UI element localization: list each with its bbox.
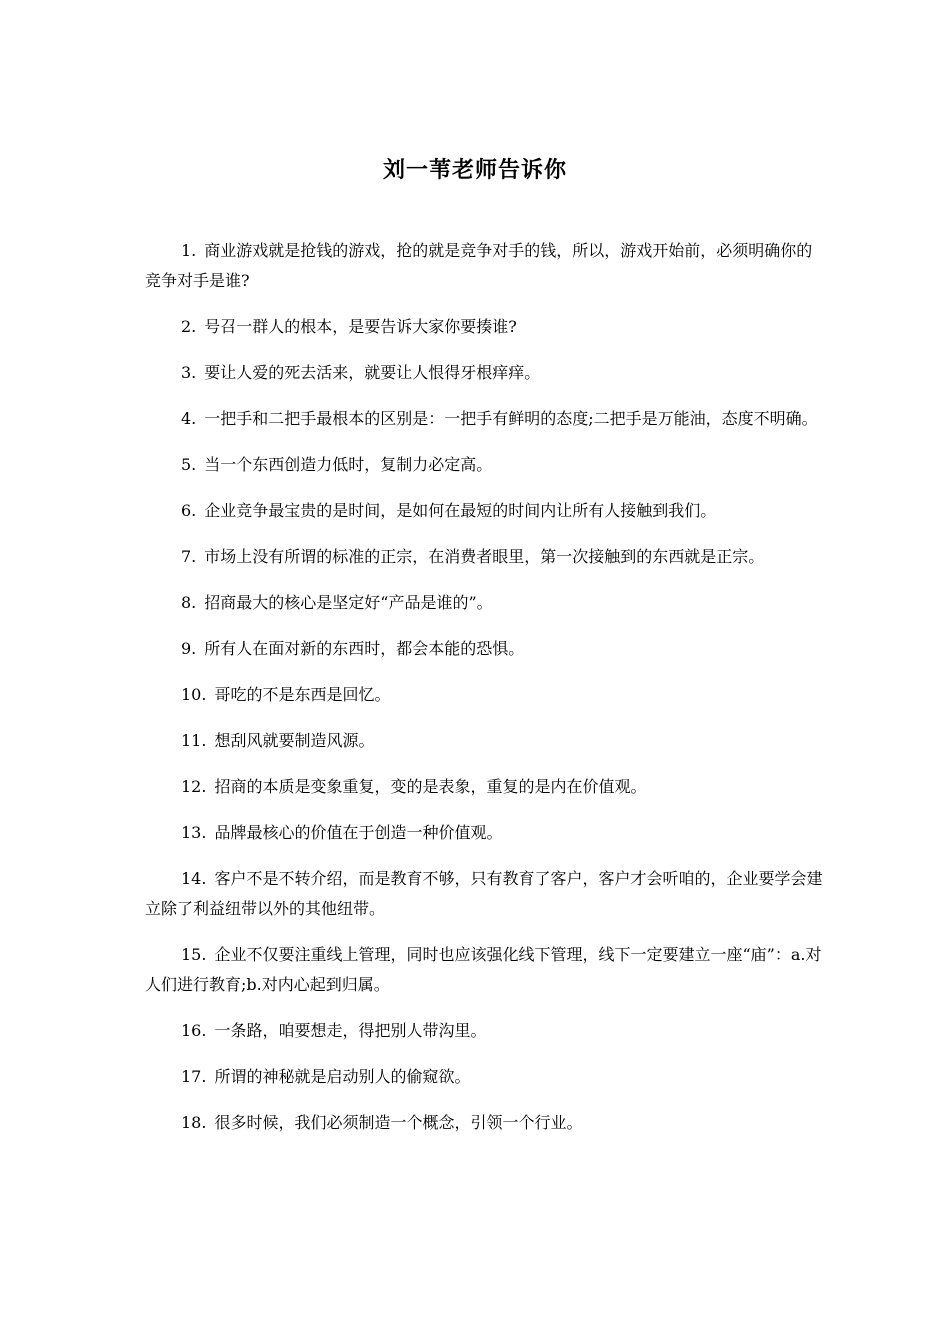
list-item xyxy=(145,1016,825,1046)
list-item xyxy=(145,1108,825,1138)
list-item xyxy=(145,312,825,342)
item-text: 很多时候，我们必须制造一个概念，引领一个行业。 xyxy=(214,1113,583,1132)
item-number: 10. xyxy=(181,685,207,704)
item-number: 4. xyxy=(181,409,197,428)
item-text: 所有人在面对新的东西时，都会本能的恐惧。 xyxy=(204,639,525,658)
item-number: 17. xyxy=(181,1067,207,1086)
item-number: 3. xyxy=(181,363,197,382)
item-text: 招商最大的核心是坚定好“产品是谁的”。 xyxy=(204,593,493,612)
list-item xyxy=(145,680,825,710)
list-item xyxy=(145,1062,825,1092)
item-number: 18. xyxy=(181,1113,207,1132)
item-number: 9. xyxy=(181,639,197,658)
item-number: 1. xyxy=(181,241,197,260)
item-text: 一条路，咱要想走，得把别人带沟里。 xyxy=(214,1021,487,1040)
item-text: 要让人爱的死去活来，就要让人恨得牙根痒痒。 xyxy=(204,363,541,382)
item-number: 5. xyxy=(181,455,197,474)
item-number: 13. xyxy=(181,823,207,842)
list-item xyxy=(145,634,825,664)
list-item xyxy=(145,496,825,526)
item-text: 当一个东西创造力低时，复制力必定高。 xyxy=(204,455,493,474)
item-number: 16. xyxy=(181,1021,207,1040)
item-number: 6. xyxy=(181,501,197,520)
list-item xyxy=(145,404,825,434)
item-number: 7. xyxy=(181,547,197,566)
item-number: 8. xyxy=(181,593,197,612)
item-text: 想刮风就要制造风源。 xyxy=(214,731,375,750)
list-item xyxy=(145,940,825,1000)
quote-list xyxy=(145,236,825,1154)
list-item xyxy=(145,450,825,480)
item-text: 哥吃的不是东西是回忆。 xyxy=(214,685,391,704)
item-text: 市场上没有所谓的标准的正宗，在消费者眼里，第一次接触到的东西就是正宗。 xyxy=(204,547,765,566)
list-item xyxy=(145,542,825,572)
list-item xyxy=(145,236,825,296)
item-text: 招商的本质是变象重复，变的是表象，重复的是内在价值观。 xyxy=(214,777,647,796)
item-text: 客户不是不转介绍，而是教育不够，只有教育了客户，客户才会听咱的，企业要学会建立除了利益纽带以外的其他纽带。 xyxy=(145,869,823,918)
item-text: 企业不仅要注重线上管理，同时也应该强化线下管理，线下一定要建立一座“庙”：a.对人们进行教育;b.对内心起到归属。 xyxy=(145,945,822,994)
list-item xyxy=(145,358,825,388)
item-number: 2. xyxy=(181,317,197,336)
item-number: 15. xyxy=(181,945,207,964)
list-item xyxy=(145,588,825,618)
page-title: 刘一苇老师告诉你 xyxy=(382,157,567,183)
item-number: 14. xyxy=(181,869,207,888)
item-text: 一把手和二把手最根本的区别是：一把手有鲜明的态度;二把手是万能油，态度不明确。 xyxy=(204,409,818,428)
list-item xyxy=(145,864,825,924)
list-item xyxy=(145,818,825,848)
list-item xyxy=(145,772,825,802)
item-text: 所谓的神秘就是启动别人的偷窥欲。 xyxy=(214,1067,471,1086)
item-number: 11. xyxy=(181,731,207,750)
item-text: 商业游戏就是抢钱的游戏，抢的就是竞争对手的钱，所以，游戏开始前，必须明确你的竞争对手是谁? xyxy=(145,241,813,290)
item-text: 品牌最核心的价值在于创造一种价值观。 xyxy=(214,823,503,842)
item-text: 企业竞争最宝贵的是时间，是如何在最短的时间内让所有人接触到我们。 xyxy=(204,501,717,520)
item-number: 12. xyxy=(181,777,207,796)
item-text: 号召一群人的根本，是要告诉大家你要揍谁? xyxy=(204,317,517,336)
list-item xyxy=(145,726,825,756)
